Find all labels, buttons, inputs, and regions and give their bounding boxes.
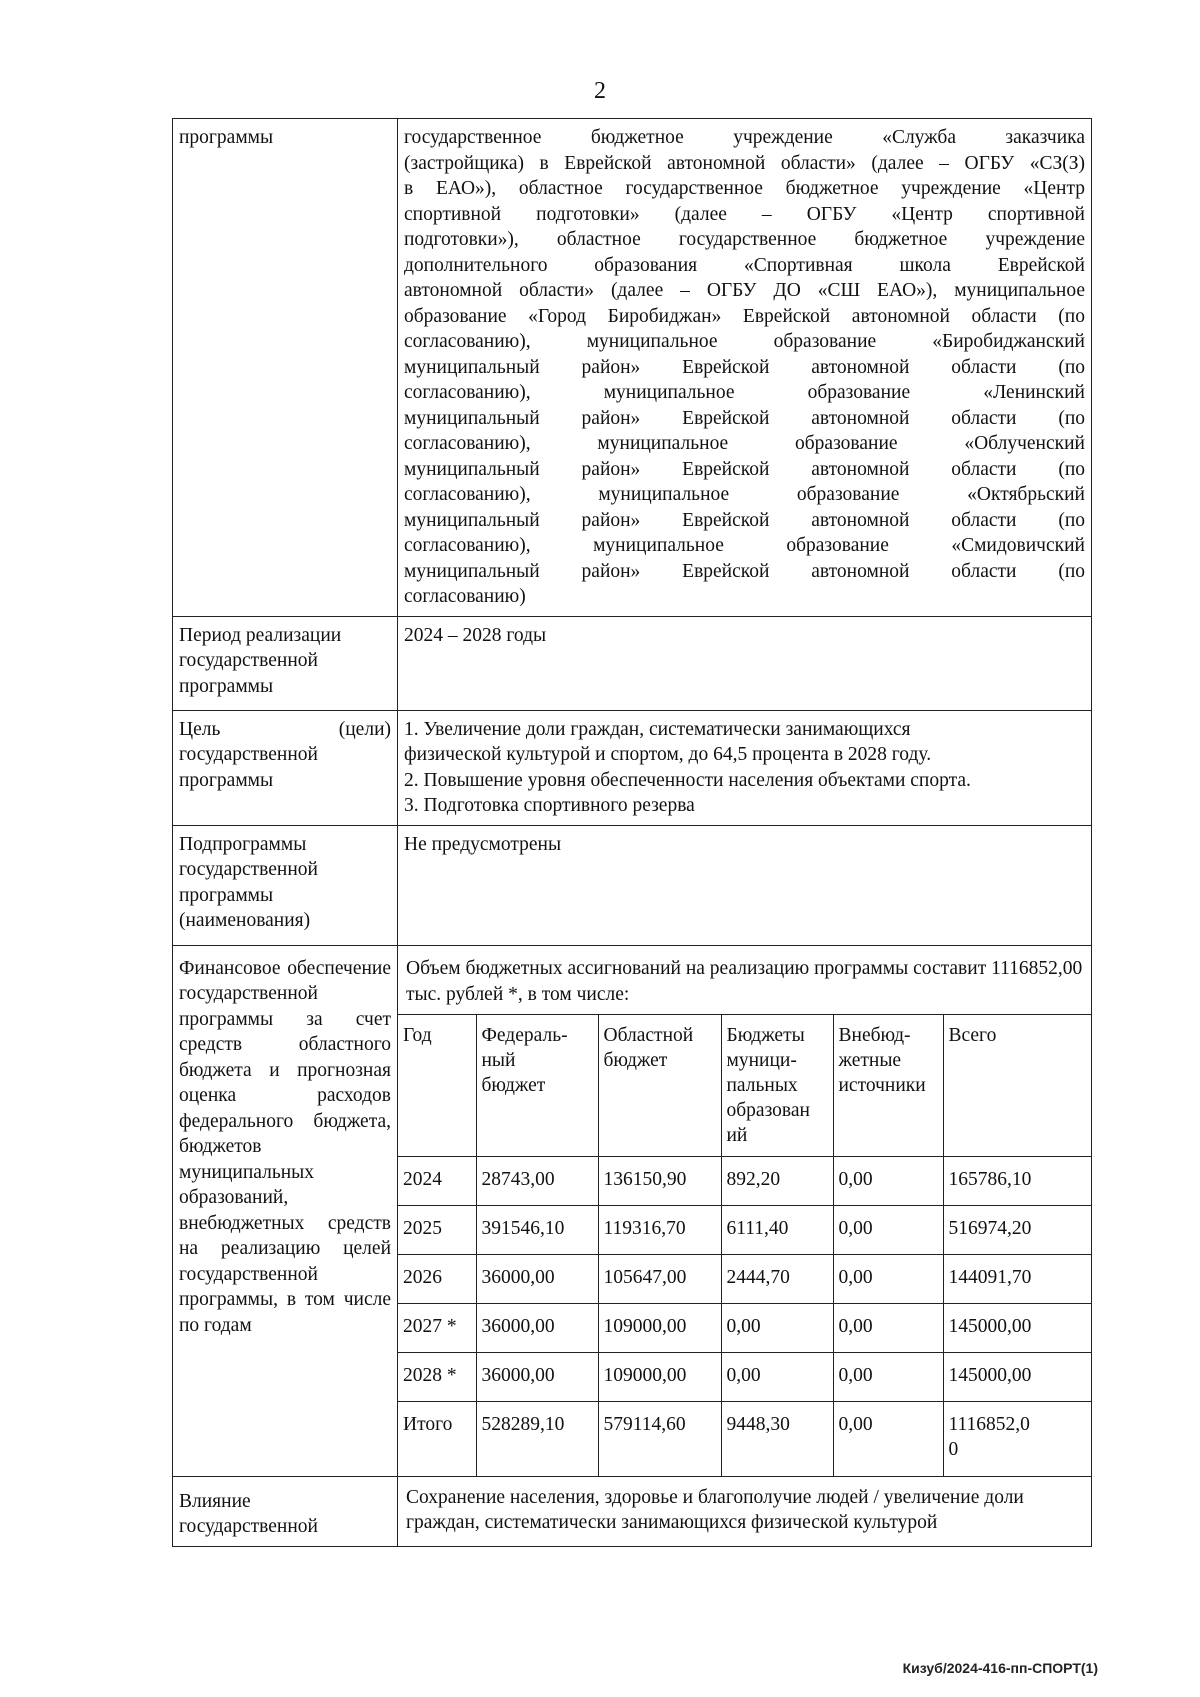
page-number: 2 xyxy=(594,78,606,104)
goals-value: 1. Увеличение доли граждан, систематически занимающихся физической культурой и спортом, до 64,5 процента в 2028 году. 2. Повышение уровня обеспеченности населения объектами спорта. 3. Подготовка спортивного резерва xyxy=(398,710,1092,825)
finance-header-row xyxy=(398,1015,1091,1157)
table-cell: 6111,40 xyxy=(721,1205,833,1254)
finance-header-cell: Всего xyxy=(943,1015,1091,1157)
finance-header-cell: Внебюд- жетные источники xyxy=(833,1015,943,1157)
table-cell: 28743,00 xyxy=(476,1156,598,1205)
table-cell: 119316,70 xyxy=(598,1205,721,1254)
table-cell: 109000,00 xyxy=(598,1303,721,1352)
subprograms-label: Подпрограммы государственной программы (наименования) xyxy=(173,825,398,945)
impact-label: Влияние государственной xyxy=(173,1476,398,1546)
table-cell: 0,00 xyxy=(721,1352,833,1401)
finance-label: Финансовое обеспечение государственной программы за счет средств областного бюджета и прогнозная оценка расходов федерального бюджета, бюджетов муниципальных образований, внебюджетных средств на реализацию целей государственной программы, в том числе по годам xyxy=(173,945,398,1476)
finance-header-cell: Областной бюджет xyxy=(598,1015,721,1157)
table-cell: 579114,60 xyxy=(598,1401,721,1476)
row-finance xyxy=(173,945,1092,1476)
row-impact xyxy=(173,1476,1092,1546)
table-cell: 144091,70 xyxy=(943,1254,1091,1303)
table-row xyxy=(398,1254,1091,1303)
goals-label: Цель (цели) государственной программы xyxy=(173,710,398,825)
table-cell: 105647,00 xyxy=(598,1254,721,1303)
table-cell: 36000,00 xyxy=(476,1303,598,1352)
table-cell: 1116852,0 0 xyxy=(943,1401,1091,1476)
period-value: 2024 – 2028 годы xyxy=(398,616,1092,710)
finance-header-cell: Год xyxy=(398,1015,476,1157)
executors-label: программы xyxy=(173,119,398,617)
table-cell: 516974,20 xyxy=(943,1205,1091,1254)
executors-value: государственное бюджетное учреждение «Служба заказчика (застройщика) в Еврейской автономной области» (далее – ОГБУ «СЗ(З) в ЕАО»), областное государственное бюджетное учреждение «Центр спортивной подготовки» (далее – ОГБУ «Центр спортивной подготовки»), областное государственное бюджетное учреждение дополнительного образования «Спортивная школа Еврейской автономной области» (далее – ОГБУ ДО «СШ ЕАО»), муниципальное образование «Город Биробиджан» Еврейской автономной области (по согласованию), муниципальное образование «Биробиджанский муниципальный район» Еврейской автономной области (по согласованию), муниципальное образование «Ленинский муниципальный район» Еврейской автономной области (по согласованию), муниципальное образование «Облученский муниципальный район» Еврейской автономной области (по согласованию), муниципальное образование «Октябрьский муниципальный район» Еврейской автономной области (по согласованию), муниципальное образование «Смидовичский муниципальный район» Еврейской автономной области (по согласованию) xyxy=(398,119,1092,617)
table-cell: 0,00 xyxy=(833,1156,943,1205)
table-cell: 391546,10 xyxy=(476,1205,598,1254)
finance-header-cell: Федераль- ный бюджет xyxy=(476,1015,598,1157)
table-cell: 2024 xyxy=(398,1156,476,1205)
subprograms-value: Не предусмотрены xyxy=(398,825,1092,945)
period-label: Период реализации государственной программы xyxy=(173,616,398,710)
table-cell: 136150,90 xyxy=(598,1156,721,1205)
table-row xyxy=(398,1303,1091,1352)
table-cell: 0,00 xyxy=(721,1303,833,1352)
table-row-total xyxy=(398,1401,1091,1476)
table-cell: 9448,30 xyxy=(721,1401,833,1476)
table-cell: 165786,10 xyxy=(943,1156,1091,1205)
passport-table xyxy=(172,118,1092,1547)
row-goals xyxy=(173,710,1092,825)
table-row xyxy=(398,1352,1091,1401)
finance-value xyxy=(398,945,1092,1476)
document-code: Кизуб/2024-416-пп-СПОРТ(1) xyxy=(902,1660,1098,1676)
table-cell: 0,00 xyxy=(833,1401,943,1476)
table-cell: 36000,00 xyxy=(476,1352,598,1401)
table-row xyxy=(398,1156,1091,1205)
table-cell: 2444,70 xyxy=(721,1254,833,1303)
row-executors xyxy=(173,119,1092,617)
finance-header-cell: Бюджеты муници- пальных образован ий xyxy=(721,1015,833,1157)
table-cell: 145000,00 xyxy=(943,1303,1091,1352)
table-cell: 528289,10 xyxy=(476,1401,598,1476)
table-cell: 2025 xyxy=(398,1205,476,1254)
table-cell: 2028 * xyxy=(398,1352,476,1401)
finance-table xyxy=(398,1015,1091,1476)
table-cell: 2026 xyxy=(398,1254,476,1303)
row-period xyxy=(173,616,1092,710)
table-cell: 145000,00 xyxy=(943,1352,1091,1401)
table-row xyxy=(398,1205,1091,1254)
table-cell: 0,00 xyxy=(833,1254,943,1303)
table-cell: 892,20 xyxy=(721,1156,833,1205)
table-cell: Итого xyxy=(398,1401,476,1476)
table-cell: 0,00 xyxy=(833,1303,943,1352)
table-cell: 0,00 xyxy=(833,1352,943,1401)
table-cell: 109000,00 xyxy=(598,1352,721,1401)
table-cell: 36000,00 xyxy=(476,1254,598,1303)
row-subprograms xyxy=(173,825,1092,945)
finance-intro: Объем бюджетных ассигнований на реализацию программы составит 1116852,00 тыс. рублей *, в том числе: xyxy=(398,946,1091,1015)
table-cell: 2027 * xyxy=(398,1303,476,1352)
impact-value: Сохранение населения, здоровье и благополучие людей / увеличение доли граждан, систематически занимающихся физической культурой xyxy=(398,1476,1092,1546)
table-cell: 0,00 xyxy=(833,1205,943,1254)
